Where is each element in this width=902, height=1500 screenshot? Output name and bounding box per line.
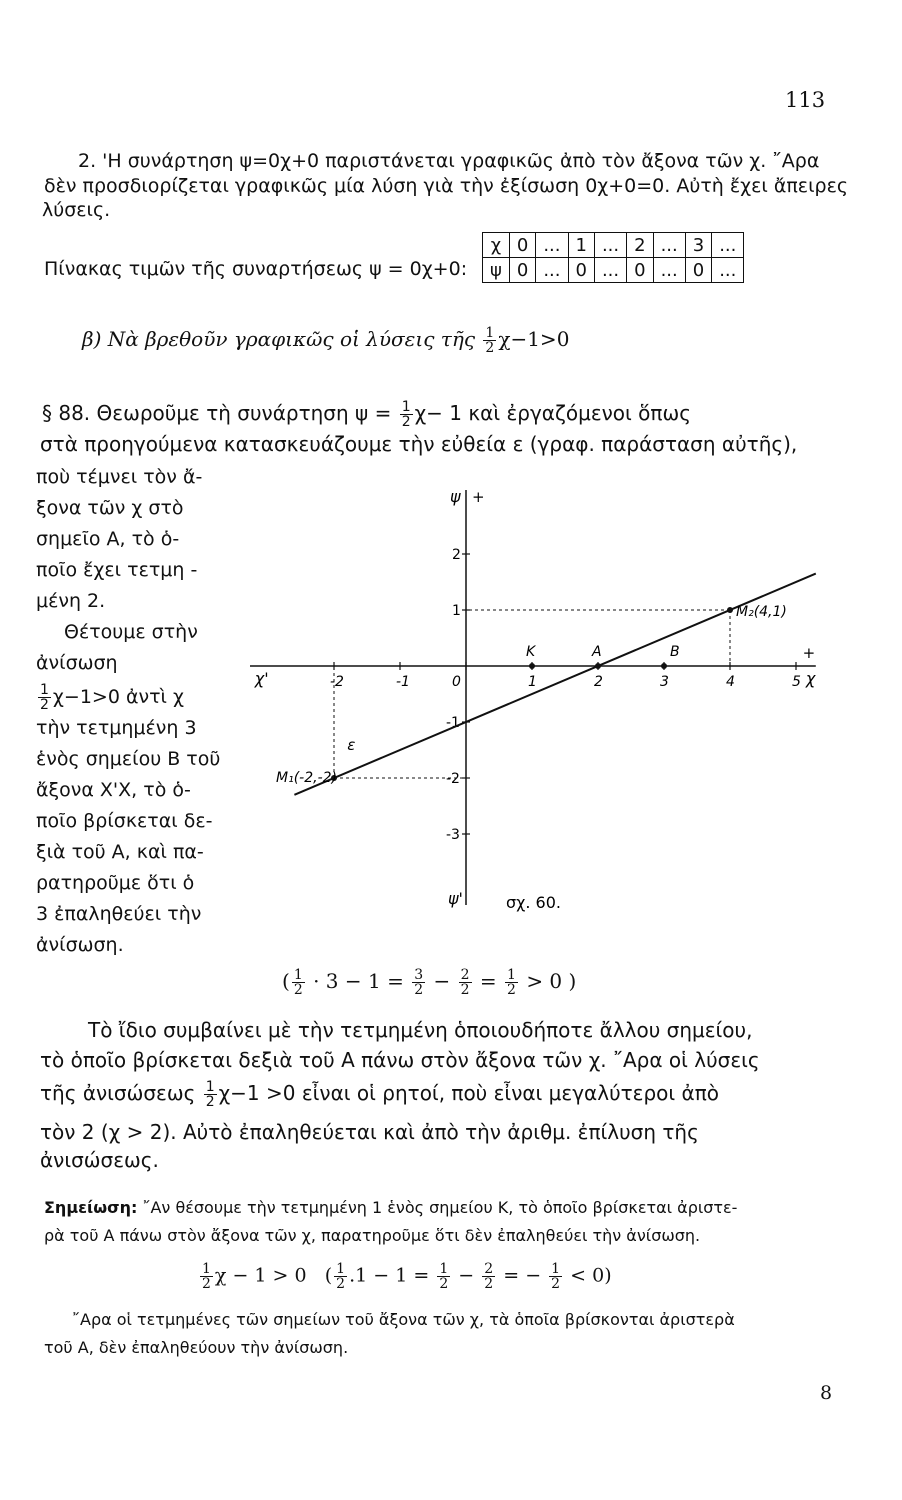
x-tick-label: 0 [452, 674, 461, 690]
frac-num: 1 [336, 1261, 346, 1277]
note-eq-b: .1 − 1 = [349, 1264, 430, 1287]
values-table-cell: 0 [568, 258, 594, 283]
point-label-k: Κ [526, 644, 536, 660]
line-label-epsilon: ε [347, 736, 356, 754]
point-label-m1: M₁(-2,-2) [276, 770, 337, 786]
section-88-text-a: § 88. Θεωροῦμε τὴ συνάρτηση ψ = [42, 401, 392, 425]
frac-den: 2 [460, 982, 470, 998]
frac-den: 2 [551, 1276, 561, 1292]
left-column-b [36, 682, 220, 961]
paragraph-line-4: τὸν 2 (χ > 2). Αὐτὸ ἐπαληθεύεται καὶ ἀπὸ τὴν ἀριθμ. ἐπίλυση τῆς [40, 1120, 699, 1144]
check-line [282, 968, 576, 997]
frac-num: 1 [40, 682, 49, 698]
check-fraction [459, 968, 472, 997]
values-table [482, 232, 744, 283]
values-table-cell: 0 [685, 258, 711, 283]
note-line-4: τοῦ Α, δὲν ἐπαληθεύουν τὴν ἀνίσωση. [44, 1338, 349, 1357]
check-minus: − [433, 969, 451, 993]
section-88-line-1 [42, 400, 691, 429]
x-tick-label: 2 [594, 674, 603, 690]
check-eq: = [479, 969, 497, 993]
values-table-row-x [483, 233, 744, 258]
frac-num: 1 [551, 1261, 561, 1277]
y-tick-label: -2 [446, 771, 460, 787]
y-axis-plus: + [472, 488, 485, 506]
values-table-cell: 0 [509, 258, 535, 283]
frac-num: 1 [485, 325, 495, 341]
paragraph-text-a: τῆς ἀνισώσεως [40, 1081, 196, 1105]
values-table-cell: ... [653, 233, 685, 258]
x-tick-label: 5 [792, 674, 801, 690]
values-table-label: Πίνακας τιμῶν τῆς συναρτήσεως ψ = 0χ+0: [44, 258, 468, 280]
values-table-cell: ... [712, 258, 744, 283]
left-column-line: ποῖο ἔχει τετμη - [36, 559, 198, 581]
intro-line-1: 2. 'Η συνάρτηση ψ=0χ+0 παριστάνεται γραφικῶς ἀπὸ τὸν ἄξονα τῶν χ. ῎Αρα [78, 150, 820, 172]
left-column-line: ἀνίσωση. [36, 934, 124, 956]
left-column-line: ρατηροῦμε ὅτι ὁ [36, 872, 195, 894]
note-eq-d: < 0) [570, 1264, 612, 1287]
paragraph-line-1: Τὸ ἴδιο συμβαίνει μὲ τὴν τετμημένη ὁποιουδήποτε ἄλλου σημείου, [88, 1018, 753, 1042]
note-line-3: ῎Αρα οἱ τετμημένες τῶν σημείων τοῦ ἄξονα τῶν χ, τὰ ὁποῖα βρίσκονται ἀριστερὰ [72, 1310, 735, 1329]
frac-den: 2 [205, 1094, 215, 1110]
note-title: Σημείωση: [44, 1198, 138, 1217]
values-table-cell: 3 [685, 233, 711, 258]
left-column-line: ξιὰ τοῦ Α, καὶ πα- [36, 841, 204, 863]
frac-den: 2 [507, 982, 516, 998]
point-label-b: Β [670, 644, 680, 660]
paragraph-text-b: χ−1 >0 εἶναι οἱ ρητοί, ποὺ εἶναι μεγαλύτεροι ἀπὸ [218, 1081, 720, 1105]
chart-caption: σχ. 60. [506, 893, 561, 912]
y-tick-label: -1 [446, 715, 460, 731]
point-k [529, 663, 535, 669]
x-tick-label: 3 [660, 674, 669, 690]
point-label-m2: M₂(4,1) [736, 604, 787, 620]
note-text-1: ῎Αν θέσουμε τὴν τετμημένη 1 ἑνὸς σημείου Κ, τὸ ὁποῖο βρίσκεται ἀριστε- [142, 1198, 738, 1217]
x-tick-label: -2 [330, 674, 344, 690]
left-column-fraction [38, 683, 51, 712]
note-line-2: ρὰ τοῦ Α πάνω στὸν ἄξονα τῶν χ, παρατηροῦμε ὅτι δὲν ἐπαληθεύει τὴν ἀνίσωση. [44, 1226, 701, 1245]
frac-num: 3 [414, 967, 424, 983]
x-tick-label: 1 [528, 674, 537, 690]
y-axis-top-label: ψ [450, 487, 461, 506]
subheading-fraction [483, 326, 496, 355]
left-column-line: τὴν τετμημένη 3 [36, 717, 197, 739]
frac-den: 2 [484, 1276, 494, 1292]
values-table-cell: ... [594, 233, 626, 258]
subheading-suffix: χ−1>0 [498, 327, 570, 351]
point-a [595, 663, 601, 669]
note-equation [198, 1262, 612, 1291]
values-table-cell: 2 [627, 233, 653, 258]
frac-den: 2 [40, 697, 49, 713]
x-axis-plus: + [802, 644, 816, 662]
frac-den: 2 [202, 1276, 211, 1292]
frac-num: 1 [205, 1079, 215, 1095]
frac-den: 2 [414, 982, 424, 998]
y-axis-bottom-label: ψ' [448, 889, 463, 908]
left-column-ineq-text: χ−1>0 ἀντὶ χ [52, 686, 184, 708]
check-fraction [505, 968, 518, 997]
note-fraction [200, 1262, 213, 1291]
left-column-line: ποὺ τέμνει τὸν ἄ- [36, 466, 203, 488]
values-table-row-y [483, 258, 744, 283]
left-column-ineq [36, 682, 220, 713]
left-column-line: Θέτουμε στὴν [64, 621, 198, 643]
values-table-cell: 1 [568, 233, 594, 258]
frac-num: 1 [507, 967, 516, 983]
paragraph-line-2: τὸ ὁποῖο βρίσκεται δεξιὰ τοῦ Α πάνω στὸν ἄξονα τῶν χ. ῎Αρα οἱ λύσεις [40, 1048, 760, 1072]
note-eq-c: = − [503, 1264, 542, 1287]
note-eq-a: χ − 1 > 0 [214, 1264, 307, 1287]
values-table-cell: ... [536, 233, 568, 258]
frac-den: 2 [293, 982, 303, 998]
left-column-line: ξονα τῶν χ στὸ [36, 497, 184, 519]
paragraph-fraction [204, 1080, 217, 1109]
frac-den: 2 [401, 414, 411, 430]
paragraph-line-3 [40, 1080, 719, 1109]
y-tick-label: -3 [446, 827, 460, 843]
x-tick-label: 4 [726, 674, 735, 690]
x-axis-left-label: χ' [254, 669, 269, 688]
y-tick-label: 1 [452, 603, 461, 619]
frac-den: 2 [439, 1276, 449, 1292]
point-m2 [727, 607, 733, 613]
note-eq-open: ( [324, 1264, 333, 1287]
section-88-fraction [400, 400, 413, 429]
frac-den: 2 [485, 340, 495, 356]
left-column-line: μένη 2. [36, 590, 106, 612]
section-88-text-b: χ− 1 καὶ ἐργαζόμενοι ὅπως [414, 401, 691, 425]
note-fraction [549, 1262, 562, 1291]
note-fraction [334, 1262, 347, 1291]
x-axis-right-label: χ [805, 669, 816, 688]
values-table-cell: ... [712, 233, 744, 258]
point-b [661, 663, 667, 669]
check-open: ( [282, 969, 290, 993]
left-column-line: 3 ἐπαληθεύει τὴν [36, 903, 202, 925]
point-label-a: Α [592, 644, 602, 660]
left-column-line: ἑνὸς σημείου Β τοῦ [36, 748, 221, 770]
frac-num: 1 [401, 399, 411, 415]
note-fraction [437, 1262, 450, 1291]
note-fraction [482, 1262, 495, 1291]
page-number: 113 [785, 88, 826, 112]
intro-line-2: δὲν προσδιορίζεται γραφικῶς μία λύση γιὰ τὴν ἐξίσωση 0χ+0=0. Αὐτὴ ἔχει ἄπειρες [44, 175, 848, 197]
values-table-cell: ... [594, 258, 626, 283]
frac-num: 2 [460, 967, 470, 983]
frac-num: 2 [484, 1261, 494, 1277]
check-mid: · 3 − 1 = [313, 969, 404, 993]
figure-60-chart [250, 480, 830, 920]
left-column-line: ποῖο βρίσκεται δε- [36, 810, 213, 832]
values-table-header-cell: ψ [483, 258, 510, 283]
check-fraction [412, 968, 425, 997]
intro-line-3: λύσεις. [42, 199, 111, 221]
left-column-line: ἀνίσωση [36, 652, 118, 674]
note-line-1 [44, 1198, 737, 1217]
left-column-line: ἄξονα Χ'Χ, τὸ ὁ- [36, 779, 191, 801]
footer-page-number: 8 [820, 1382, 833, 1404]
check-fraction [292, 968, 305, 997]
values-table-cell: 0 [627, 258, 653, 283]
frac-num: 1 [439, 1261, 449, 1277]
section-88-line-2: στὰ προηγούμενα κατασκευάζουμε τὴν εὐθεία ε (γραφ. παράσταση αὐτῆς), [40, 432, 798, 456]
values-table-header-cell: χ [483, 233, 510, 258]
subheading-prefix: β) Νὰ βρεθοῦν γραφικῶς οἱ λύσεις τῆς [82, 327, 476, 351]
left-column-line: σημεῖο Α, τὸ ὁ- [36, 528, 180, 550]
x-tick-label: -1 [396, 674, 410, 690]
frac-num: 1 [293, 967, 303, 983]
frac-num: 1 [202, 1261, 211, 1277]
subheading [82, 326, 569, 355]
y-tick-label: 2 [452, 547, 461, 563]
frac-den: 2 [336, 1276, 346, 1292]
paragraph-line-5: ἀνισώσεως. [40, 1148, 159, 1172]
note-eq-minus: − [458, 1264, 475, 1287]
left-column [36, 462, 202, 679]
check-close: > 0 ) [526, 969, 577, 993]
values-table-cell: ... [653, 258, 685, 283]
values-table-cell: ... [536, 258, 568, 283]
values-table-cell: 0 [509, 233, 535, 258]
